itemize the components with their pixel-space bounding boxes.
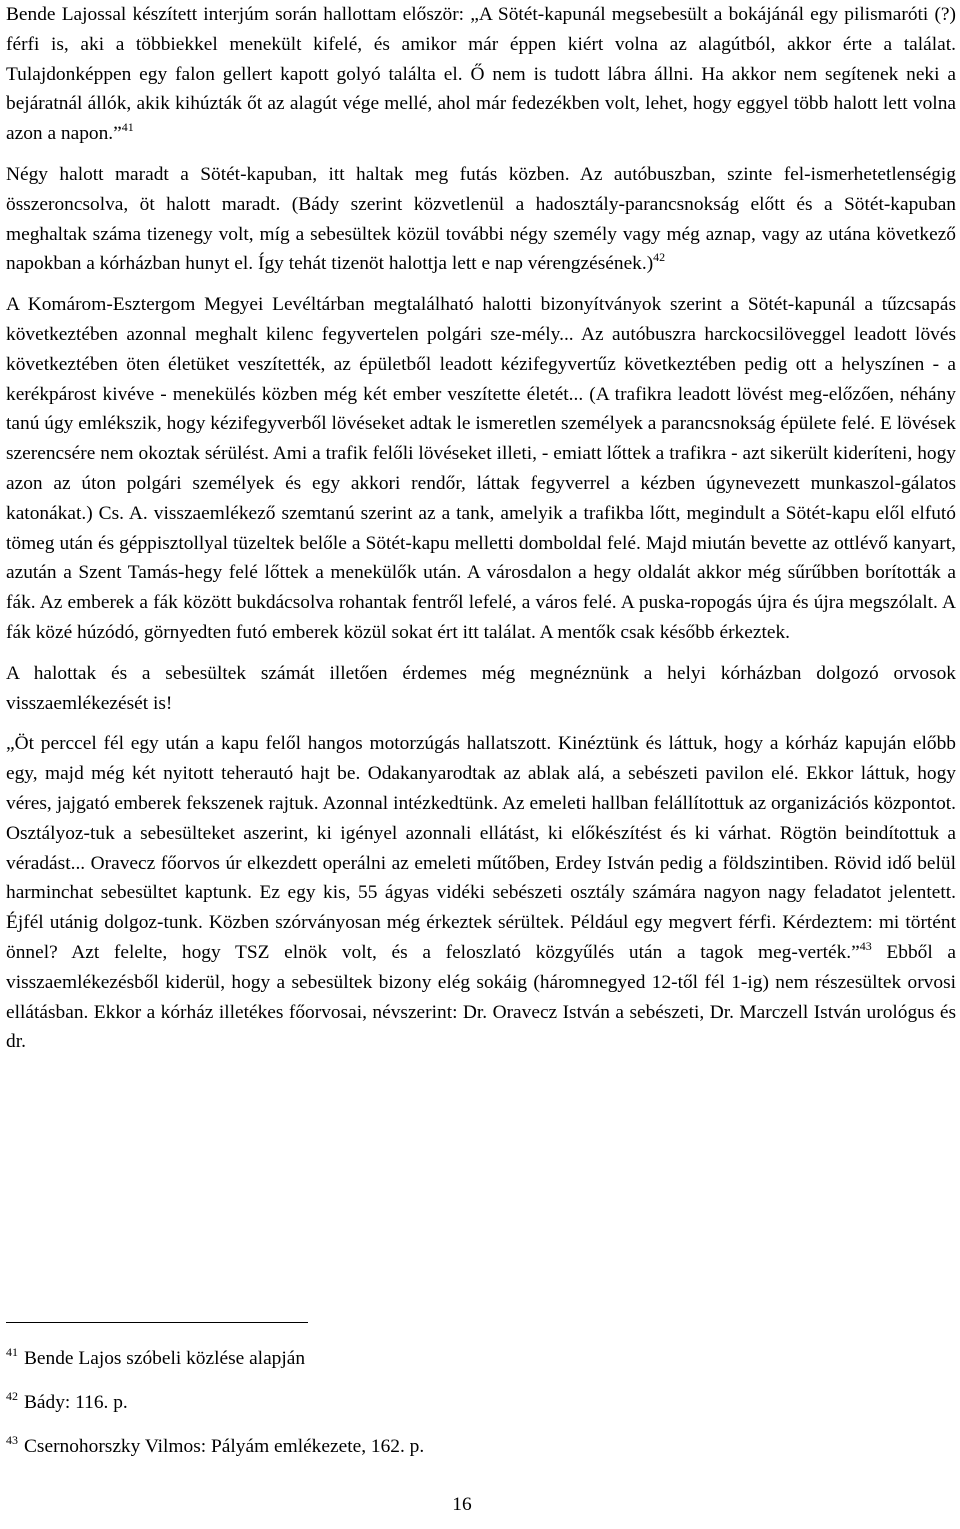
- document-body: [6, 0, 956, 1057]
- paragraph-2: [6, 160, 956, 279]
- footnote-text: Csernohorszky Vilmos: Pályám emlékezete, 162. p.: [24, 1436, 425, 1457]
- paragraph-5-text: Ebből a visszaemlékezésből kiderül, hogy a sebesültek bizony elég sokáig (háromnegyed 12-től fél 1-ig) nem részesültek orvosi ellátásban. Ekkor a kórház illetékes főorvosai, névszerint: Dr. Oravecz István a sebészeti, Dr. Marczell István urológus és dr.: [6, 941, 956, 1053]
- footnote-number: 43: [6, 1433, 18, 1447]
- footnote-43: [6, 1426, 906, 1461]
- footnote-text: Bende Lajos szóbeli közlése alapján: [24, 1348, 306, 1369]
- footnote-text: Bády: 116. p.: [24, 1392, 128, 1413]
- footnote-number: 41: [6, 1345, 18, 1359]
- paragraph-1-text: Bende Lajossal készített interjúm során hallottam először: „A Sötét-kapunál megsebesült a bokájánál egy pilismaróti (?) férfi is, aki a többiekkel menekült kifelé, és amikor már éppen kiért volna az alagútból, akkor érte a találat. Tulajdonképpen egy falon gellert kapott golyó találta el. Ő nem is tudott lábra állni. Ha akkor nem segítenek neki a bejáratnál állók, akik kihúzták őt az alagút vége mellé, ahol már fedezékben volt, lehet, hogy eggyel több halott lett volna azon a napon.”: [6, 4, 956, 145]
- footnote-ref-43: 43: [859, 938, 872, 953]
- footnote-41: [6, 1338, 906, 1373]
- page-number: 16: [452, 1494, 472, 1515]
- footnotes: [6, 1338, 906, 1470]
- paragraph-3-text: A Komárom-Esztergom Megyei Levéltárban megtalálható halotti bizonyítványok szerint a Sötét-kapunál a tűzcsapás következtében azonnal meghalt kilenc fegyvertelen polgári sze-mély... Az autóbuszra harckocsilöveggel leadott lövés következtében öten életüket veszítették, az épületből leadott kézifegyvertűz következtében pedig ott a helyszínen - a kerékpárost kivéve - menekülés közben még két ember veszítette életét... (A trafikra leadott lövést meg-előzően, néhány tanú úgy emlékszik, hogy kézifegyverből lövéseket adtak le ismeretlen személyek a parancsnokság épülete felé. E lövések szerencsére nem okoztak sérülést. Ami a trafik felőli lövéseket illeti, - emiatt lőttek a trafikra - azt sikerült kideríteni, hogy azon az úton polgári személyek és egy akkori rendőr, láttak fegyverrel a kézben úgynevezett munkaszol-gálatos katonákat.) Cs. A. visszaemlékező szemtanú szerint az a tank, amelyik a trafikba lőtt, megindult a Sötét-kapu elől elfutó tömeg után és géppisztollyal tüzeltek belőle a Sötét-kapu melletti domboldal felé. Majd miután bevette az ottlévő kanyart, azután a Szent Tamás-hegy felé lőttek a menekülők után. A városdalon a hegy oldalát akkor még sűrűbben borították a fák. Az emberek a fák között bukdácsolva rohantak fentről lefelé, a város felé. A puska-ropogás újra és újra megszólalt. A fák közé húzódó, görnyedten futó emberek közül sokat ért itt találat. A mentők csak később érkeztek.: [6, 294, 956, 643]
- paragraph-2-text: Négy halott maradt a Sötét-kapuban, itt haltak meg futás közben. Az autóbuszban, szinte fel-ismerhetetlenségig összeroncsolva, öt halott maradt. (Bády szerint közvetlenül a hadosztály-parancsnokság előtt és a Sötét-kapuban meghaltak száma tizenegy volt, míg a sebesültek közül további négy személy vagy még aznap, vagy az utána következő napokban a kórházban hunyt el. Így tehát tizenöt halottja lett e nap vérengzésének.): [6, 163, 956, 275]
- paragraph-5: [6, 729, 956, 1057]
- footnote-ref-42: 42: [653, 250, 666, 265]
- footnote-number: 42: [6, 1389, 18, 1403]
- paragraph-5-quote: „Öt perccel fél egy után a kapu felől hangos motorzúgás hallatszott. Kinéztünk és láttuk, hogy a kórház kapuján előbb egy, majd még két nyitott teherautó hajt be. Odakanyarodtak az ablak alá, a sebészeti pavilon elé. Ekkor láttuk, hogy véres, jajgató emberek fekszenek rajtuk. Azonnal intézkedtünk. Az emeleti hallban felállítottuk az organizációs központot. Osztályoz-tuk a sebesülteket aszerint, ki igényel azonnali ellátást, ki előkészítést és ki várhat. Rögtön beindítottuk a véradást... Oravecz főorvos úr elkezdett operálni az emeleti műtőben, Erdey István pedig a földszintiben. Rövid idő belül harminchat sebesültet kaptunk. Ez egy kis, 55 ágyas vidéki sebészeti osztály számára nagyon nagy feladatot jelentett. Éjfél utánig dolgoz-tunk. Közben szórványosan még érkeztek sérültek. Például egy megvert férfi. Kérdeztem: mi történt önnel? Azt felelte, hogy TSZ elnök volt, és a feloszlató közgyűlés után a tagok meg-verték.”: [6, 733, 956, 963]
- paragraph-4: [6, 659, 956, 719]
- footnote-42: [6, 1382, 906, 1417]
- paragraph-1: [6, 0, 956, 149]
- paragraph-3: [6, 290, 956, 648]
- footnote-ref-41: 41: [121, 120, 134, 135]
- paragraph-4-text: A halottak és a sebesültek számát illetően érdemes még megnéznünk a helyi kórházban dolgozó orvosok visszaemlékezését is!: [6, 662, 956, 714]
- footnote-separator: [6, 1322, 308, 1323]
